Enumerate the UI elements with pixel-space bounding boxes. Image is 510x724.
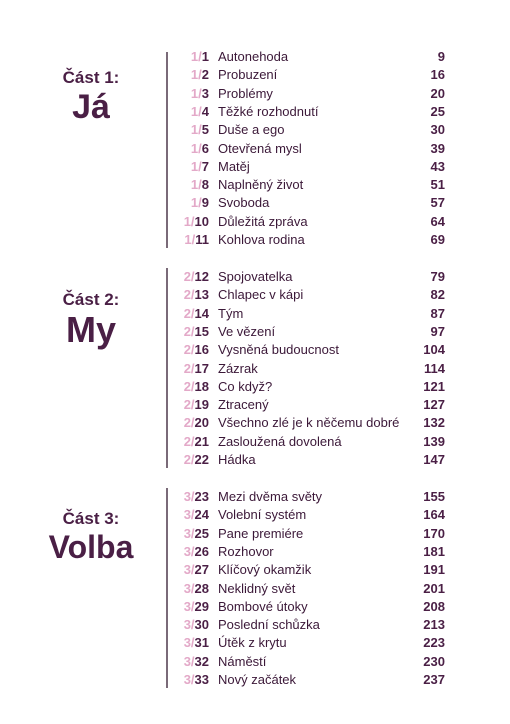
chapter-index: 8 [201,177,209,193]
chapter-part-prefix: 3/ [183,617,195,633]
page-number: 39 [430,140,445,156]
chapter-index: 16 [194,342,209,358]
page-number: 127 [423,397,445,413]
chapter-index: 29 [194,598,209,614]
page-number: 64 [430,213,445,229]
chapter-title: Autonehoda [218,49,289,64]
chapter-number [184,268,209,286]
page-number: 79 [430,269,445,284]
chapter-title: Problémy [218,85,273,101]
page-number: 147 [423,452,445,467]
chapter-title: Spojovatelka [218,269,293,284]
toc-entry[interactable] [0,525,510,543]
chapter-title: Duše a ego [218,122,285,138]
chapter-title: Klíčový okamžik [218,562,312,578]
chapter-number [191,140,209,158]
chapter-title: Útěk z krytu [218,635,287,651]
chapter-number [191,194,209,212]
chapter-title: Pane premiére [218,525,304,541]
page-number: 16 [430,67,445,83]
toc-entry[interactable] [0,598,510,616]
chapter-index: 30 [194,617,209,633]
chapter-title: Probuzení [218,67,278,83]
chapter-title: Mezi dvěma světy [218,489,323,504]
toc-entry[interactable] [0,378,510,396]
chapter-part-prefix: 2/ [183,452,195,467]
toc-entry[interactable] [0,176,510,194]
chapter-title: Náměstí [218,653,267,669]
chapter-title: Vysněná budoucnost [218,342,339,358]
chapter-index: 27 [194,562,209,578]
chapter-index: 15 [194,323,209,339]
chapter-title: Zasloužená dovolená [218,433,342,449]
chapter-number [184,451,209,469]
toc-entry[interactable] [0,671,510,689]
chapter-part-prefix: 1/ [183,213,195,229]
chapter-index: 17 [194,360,209,376]
page-number: 164 [423,507,445,523]
chapter-index: 12 [194,269,209,284]
toc-entry[interactable] [0,634,510,652]
chapter-part-prefix: 3/ [183,635,195,651]
toc-entry[interactable] [0,85,510,103]
page-number: 30 [430,122,445,138]
chapter-number [184,323,209,341]
chapter-number [184,506,209,524]
chapter-number [191,176,209,194]
page-number: 57 [430,195,445,211]
chapter-index: 31 [194,635,209,651]
chapter-part-prefix: 1/ [190,67,202,83]
chapter-number [191,85,209,103]
chapter-title: Tým [218,305,244,321]
chapter-part-prefix: 1/ [190,103,202,119]
page-number: 104 [423,342,445,358]
chapter-part-prefix: 1/ [190,122,202,138]
chapter-index: 5 [201,122,209,138]
page-number: 87 [430,305,445,321]
chapter-part-prefix: 2/ [183,305,195,321]
chapter-part-prefix: 3/ [183,562,195,578]
chapter-title: Poslední schůzka [218,617,320,633]
chapter-title: Nový začátek [218,672,297,687]
chapter-part-prefix: 1/ [190,158,202,174]
page-number: 181 [423,543,445,559]
chapter-index: 9 [201,195,209,211]
chapter-index: 3 [201,85,209,101]
toc-entry[interactable] [0,66,510,84]
toc-entry[interactable] [0,433,510,451]
toc-entry[interactable] [0,194,510,212]
chapter-index: 19 [194,397,209,413]
part-2-name: My [65,309,116,350]
toc-entry[interactable] [0,121,510,139]
chapter-number [184,598,209,616]
chapter-part-prefix: 1/ [190,49,202,64]
chapter-index: 7 [201,158,209,174]
chapter-title: Bombové útoky [218,598,308,614]
chapter-number [184,231,209,249]
chapter-part-prefix: 2/ [183,269,195,284]
chapter-title: Neklidný svět [218,580,296,596]
chapter-index: 21 [194,433,209,449]
page-number: 97 [430,323,445,339]
chapter-part-prefix: 3/ [183,598,195,614]
toc-entry[interactable] [0,616,510,634]
chapter-part-prefix: 3/ [183,489,195,504]
chapter-index: 32 [194,653,209,669]
page-number: 170 [423,525,445,541]
toc-entry[interactable] [0,158,510,176]
page-number: 20 [430,85,445,101]
chapter-index: 1 [201,49,209,64]
chapter-index: 10 [194,213,209,229]
page-number: 69 [430,232,445,247]
toc-entry[interactable] [0,305,510,323]
chapter-part-prefix: 2/ [183,323,195,339]
chapter-number [184,378,209,396]
page-number: 121 [423,378,445,394]
chapter-number [191,48,209,66]
page-number: 230 [423,653,445,669]
chapter-part-prefix: 3/ [183,580,195,596]
chapter-index: 4 [201,103,209,119]
chapter-number [191,66,209,84]
toc-entry[interactable] [0,341,510,359]
part-3-name: Volba [48,529,134,565]
chapter-title: Matěj [218,158,250,174]
page-number: 9 [437,49,445,64]
page-number: 132 [423,415,445,431]
page-number: 201 [423,580,445,596]
chapter-part-prefix: 2/ [183,360,195,376]
chapter-title: Naplněný život [218,177,304,193]
toc-entry[interactable] [0,451,510,469]
chapter-part-prefix: 2/ [183,415,195,431]
chapter-index: 2 [201,67,209,83]
chapter-title: Svoboda [218,195,270,211]
chapter-part-prefix: 1/ [190,140,202,156]
chapter-part-prefix: 2/ [183,342,195,358]
chapter-index: 33 [194,672,209,687]
chapter-part-prefix: 3/ [183,543,195,559]
toc-entry[interactable] [0,506,510,524]
toc-entry[interactable] [0,580,510,598]
toc-entry[interactable] [0,286,510,304]
chapter-index: 22 [194,452,209,467]
chapter-part-prefix: 2/ [183,287,195,303]
toc-entry[interactable] [0,414,510,432]
toc-entry[interactable] [0,561,510,579]
chapter-part-prefix: 1/ [190,177,202,193]
chapter-number [191,158,209,176]
chapter-number [184,671,209,689]
chapter-number [184,488,209,506]
chapter-number [184,561,209,579]
chapter-number [184,396,209,414]
toc-entry[interactable] [0,360,510,378]
chapter-part-prefix: 1/ [190,85,202,101]
chapter-title: Těžké rozhodnutí [218,103,319,119]
chapter-number [184,580,209,598]
chapter-index: 11 [195,232,209,247]
chapter-number [184,341,209,359]
page-number: 213 [423,617,445,633]
chapter-number [184,433,209,451]
part-1-name: Já [72,88,110,126]
toc-entry[interactable] [0,231,510,249]
chapter-title: Co když? [218,378,273,394]
page-number: 114 [424,360,445,376]
chapter-index: 23 [194,489,209,504]
chapter-part-prefix: 3/ [183,507,195,523]
part-3-label: Část 3: [62,509,120,528]
page-number: 139 [423,433,445,449]
chapter-index: 26 [194,543,209,559]
page-number: 208 [423,598,445,614]
chapter-index: 18 [194,378,209,394]
chapter-index: 13 [194,287,209,303]
page-number: 237 [423,672,445,687]
chapter-index: 6 [201,140,209,156]
chapter-title: Chlapec v kápi [218,287,304,303]
chapter-part-prefix: 1/ [190,195,202,211]
toc-entry[interactable] [0,103,510,121]
chapter-number [184,414,209,432]
chapter-title: Ve vězení [218,323,276,339]
page-number: 43 [430,158,445,174]
toc-entry[interactable] [0,140,510,158]
page-number: 25 [430,103,445,119]
chapter-title: Hádka [218,452,256,467]
chapter-number [191,121,209,139]
chapter-index: 25 [194,525,209,541]
chapter-number [184,653,209,671]
chapter-number [184,543,209,561]
toc-entry[interactable] [0,268,510,286]
chapter-title: Všechno zlé je k něčemu dobré [218,415,400,431]
toc-entry[interactable] [0,396,510,414]
chapter-number [184,286,209,304]
chapter-title: Rozhovor [218,543,274,559]
chapter-number [184,634,209,652]
chapter-number [184,616,209,634]
chapter-index: 14 [194,305,209,321]
toc-entry[interactable] [0,543,510,561]
toc-entry[interactable] [0,48,510,66]
part-2-label: Část 2: [62,290,120,309]
chapter-part-prefix: 2/ [183,433,195,449]
page-number: 191 [423,562,445,578]
chapter-part-prefix: 2/ [183,397,195,413]
chapter-number [191,103,209,121]
page-number: 223 [423,635,445,651]
part-1-label: Část 1: [62,68,120,87]
chapter-title: Zázrak [218,360,258,376]
chapter-number [184,305,209,323]
chapter-index: 28 [194,580,209,596]
toc-entry[interactable] [0,488,510,506]
page-number: 155 [423,489,445,504]
chapter-title: Volební systém [218,507,307,523]
chapter-part-prefix: 3/ [183,653,195,669]
page-number: 82 [430,287,445,303]
chapter-part-prefix: 3/ [183,672,195,687]
chapter-title: Otevřená mysl [218,140,302,156]
toc-entry[interactable] [0,323,510,341]
chapter-title: Ztracený [218,397,269,413]
chapter-part-prefix: 1/ [184,232,196,247]
chapter-title: Kohlova rodina [218,232,305,247]
page-number: 51 [430,177,445,193]
toc-entry[interactable] [0,213,510,231]
chapter-part-prefix: 3/ [183,525,195,541]
chapter-number [184,213,209,231]
chapter-index: 24 [194,507,209,523]
chapter-number [184,360,209,378]
toc-entry[interactable] [0,653,510,671]
chapter-index: 20 [194,415,209,431]
chapter-number [184,525,209,543]
chapter-part-prefix: 2/ [183,378,195,394]
chapter-title: Důležitá zpráva [218,213,308,229]
